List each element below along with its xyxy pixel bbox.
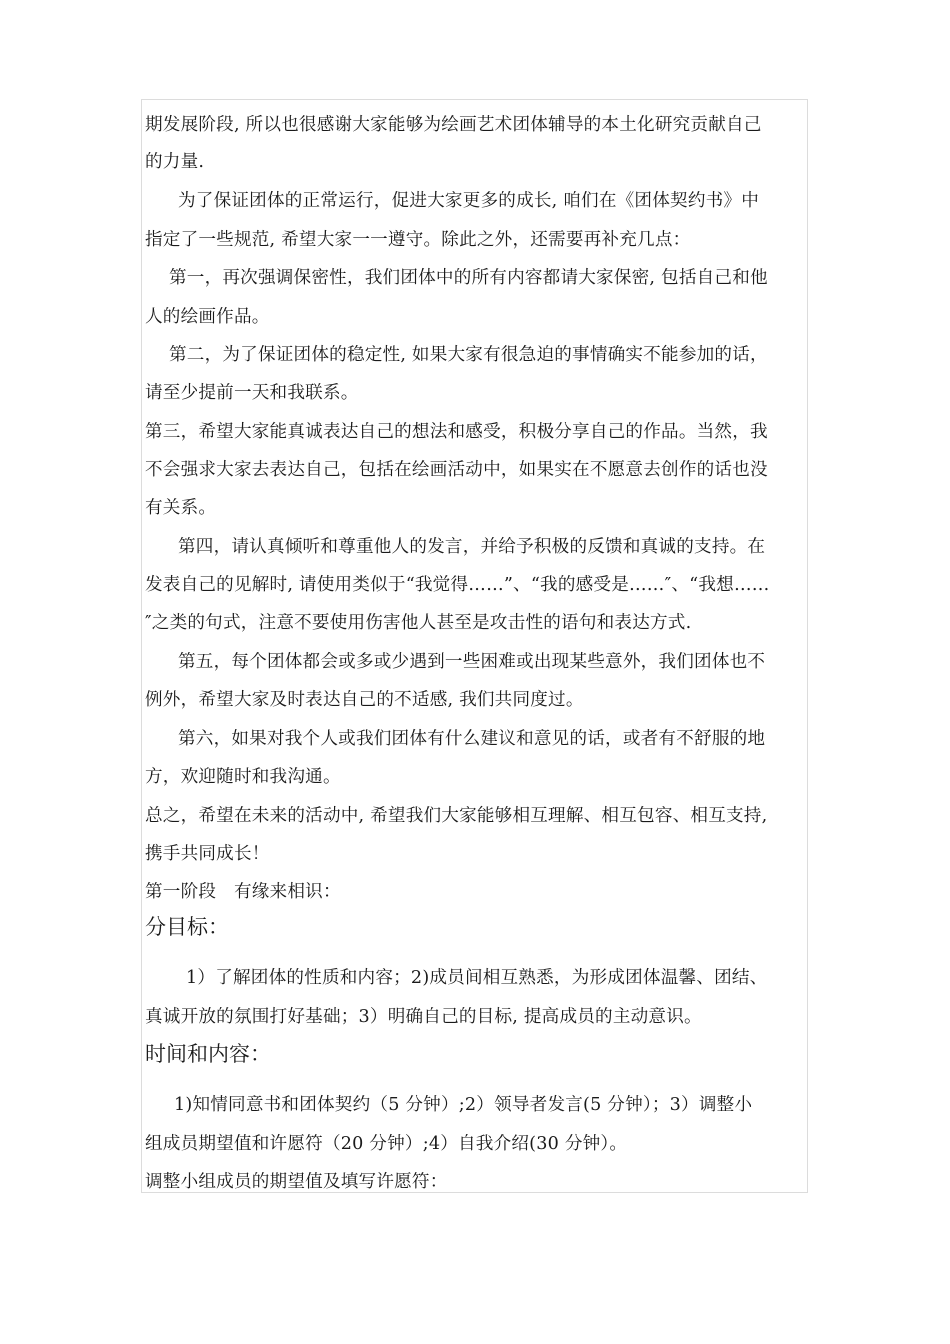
- text-line: 指定了一些规范, 希望大家一一遵守。除此之外，还需要再补充几点：: [145, 230, 691, 250]
- text-line: 人的绘画作品。: [145, 307, 270, 327]
- paragraph-start: 为了保证团体的正常运行，促进大家更多的成长, 咱们在《团体契约书》中: [178, 191, 759, 211]
- text-line: 不会强求大家去表达自己，包括在绘画活动中，如果实在不愿意去创作的话也没: [145, 460, 768, 480]
- paragraph-start: 1)知情同意书和团体契约（5 分钟）;2）领导者发言(5 分钟）；3）调整小: [174, 1095, 753, 1115]
- text-line: 携手共同成长！: [145, 844, 270, 864]
- text-line: 期发展阶段, 所以也很感谢大家能够为绘画艺术团体辅导的本土化研究贡献自己: [145, 115, 762, 135]
- text-line: 请至少提前一天和我联系。: [145, 383, 359, 403]
- paragraph-start: 第五，每个团体都会或多或少遇到一些困难或出现某些意外，我们团体也不: [178, 652, 766, 672]
- text-line: 的力量.: [145, 152, 205, 172]
- paragraph-start: 第四，请认真倾听和尊重他人的发言，并给予积极的反馈和真诚的支持。在: [178, 537, 766, 557]
- text-line: 真诚开放的氛围打好基础；3）明确自己的目标, 提高成员的主动意识。: [145, 1007, 702, 1027]
- text-line: 调整小组成员的期望值及填写许愿符：: [145, 1172, 448, 1192]
- time-content-heading: 时间和内容：: [145, 1042, 271, 1066]
- paragraph-start: 第六，如果对我个人或我们团体有什么建议和意见的话，或者有不舒服的地: [178, 729, 766, 749]
- sub-goal-heading: 分目标：: [145, 915, 229, 939]
- paragraph-start: 第一，再次强调保密性，我们团体中的所有内容都请大家保密, 包括自己和他: [169, 268, 768, 288]
- text-line: 组成员期望值和许愿符（20 分钟）;4）自我介绍(30 分钟）。: [145, 1134, 628, 1154]
- text-line: 方，欢迎随时和我沟通。: [145, 767, 341, 787]
- paragraph-start: 1）了解团体的性质和内容；2)成员间相互熟悉，为形成团体温馨、团结、: [186, 968, 768, 988]
- text-line: 例外，希望大家及时表达自己的不适感, 我们共同度过。: [145, 690, 584, 710]
- text-line: 发表自己的见解时, 请使用类似于“我觉得……”、“我的感受是……″、“我想……: [145, 575, 770, 595]
- text-line: ″之类的句式，注意不要使用伤害他人甚至是攻击性的语句和表达方式.: [145, 613, 692, 633]
- paragraph-start: 第三，希望大家能真诚表达自己的想法和感受，积极分享自己的作品。当然，我: [145, 422, 768, 442]
- stage-title: 第一阶段 有缘来相识：: [145, 882, 341, 902]
- text-line: 有关系。: [145, 498, 217, 518]
- paragraph-start: 第二，为了保证团体的稳定性, 如果大家有很急迫的事情确实不能参加的话，: [169, 345, 768, 365]
- paragraph-start: 总之，希望在未来的活动中, 希望我们大家能够相互理解、相互包容、相互支持,: [145, 806, 768, 826]
